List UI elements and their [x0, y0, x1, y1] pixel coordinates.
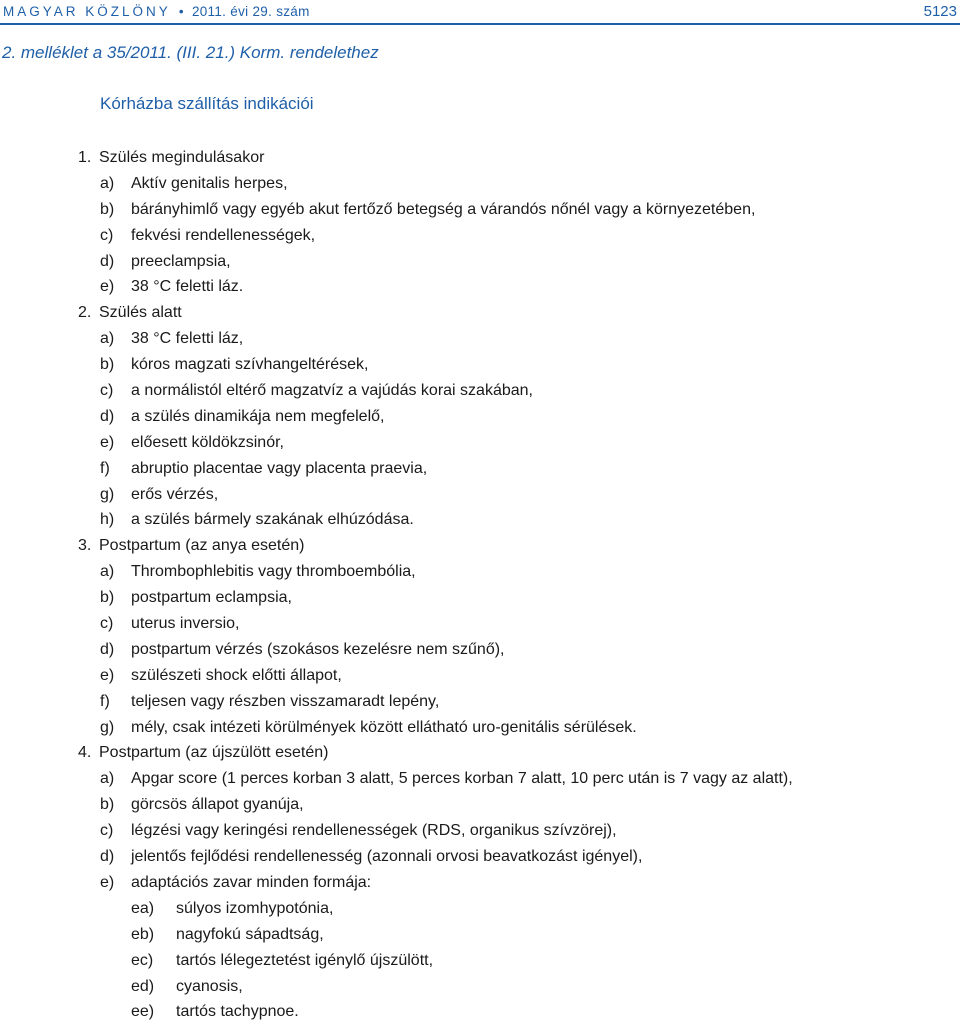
issue-label: 2011. évi 29. szám: [191, 3, 310, 19]
section-number: 4.: [78, 744, 92, 762]
item-text: Aktív genitalis herpes,: [131, 174, 288, 192]
item-marker: d): [100, 848, 115, 866]
annex-title: 2. melléklet a 35/2011. (III. 21.) Korm. rendelethez: [2, 43, 379, 62]
subitem-text: súlyos izomhypotónia,: [176, 899, 334, 917]
item-text: uterus inversio,: [131, 615, 240, 633]
section-heading: [0, 740, 960, 766]
item-marker: d): [100, 407, 115, 425]
section-heading-text: Szülés megindulásakor: [99, 149, 265, 166]
list-item: [0, 274, 960, 300]
list-item: [0, 456, 960, 482]
item-text: a normálistól eltérő magzatvíz a vajúdás korai szakában,: [131, 382, 533, 400]
list-item: [0, 585, 960, 611]
subitem-marker: ee): [131, 1003, 155, 1021]
list-item: [0, 818, 960, 844]
list-item: [0, 637, 960, 663]
sub-list-item: [0, 974, 960, 1000]
item-text: preeclampsia,: [131, 252, 231, 270]
item-marker: a): [100, 563, 115, 581]
list-item: [0, 430, 960, 456]
item-marker: b): [100, 356, 115, 374]
section-heading: [0, 145, 960, 171]
item-marker: e): [100, 873, 115, 891]
item-text: 38 °C feletti láz.: [131, 278, 244, 296]
item-text: fekvési rendellenességek,: [131, 226, 316, 244]
section-heading-text: Szülés alatt: [99, 304, 182, 322]
item-text: abruptio placentae vagy placenta praevia,: [131, 459, 428, 477]
subitem-text: nagyfokú sápadtság,: [176, 925, 324, 943]
list-item: [0, 611, 960, 637]
sub-list-item: [0, 948, 960, 974]
sub-list-item: [0, 896, 960, 922]
item-text: Thrombophlebitis vagy thromboembólia,: [131, 563, 416, 581]
item-text: kóros magzati szívhangeltérések,: [131, 356, 369, 374]
item-text: szülészeti shock előtti állapot,: [131, 666, 342, 684]
item-marker: a): [100, 770, 115, 788]
item-text: előesett köldökzsinór,: [131, 433, 284, 451]
subitem-marker: ed): [131, 977, 155, 995]
item-text: erős vérzés,: [131, 485, 219, 503]
item-text: teljesen vagy részben visszamaradt lepény,: [131, 692, 440, 710]
item-text: légzési vagy keringési rendellenességek (RDS, organikus szívzörej),: [131, 822, 617, 840]
list-item: [0, 352, 960, 378]
item-marker: a): [100, 174, 115, 192]
item-text: görcsös állapot gyanúja,: [131, 796, 304, 814]
item-marker: d): [100, 640, 115, 658]
section-heading: [0, 300, 960, 326]
item-marker: d): [100, 252, 115, 270]
item-marker: e): [100, 666, 115, 684]
section-heading-text: Postpartum (az anya esetén): [99, 537, 305, 555]
list-item: [0, 766, 960, 792]
item-text: bárányhimlő vagy egyéb akut fertőző betegség a várandós nőnél vagy a környezetében,: [131, 200, 756, 218]
item-text: a szülés dinamikája nem megfelelő,: [131, 407, 385, 425]
item-text: a szülés bármely szakának elhúzódása.: [131, 511, 414, 529]
item-marker: f): [100, 459, 110, 477]
list-item: [0, 507, 960, 533]
list-item: [0, 223, 960, 249]
list-item: [0, 249, 960, 275]
item-text: postpartum eclampsia,: [131, 589, 292, 607]
section-number: 1.: [78, 149, 92, 166]
item-marker: b): [100, 796, 115, 814]
item-marker: a): [100, 330, 115, 348]
header-rule: [0, 23, 960, 25]
item-marker: h): [100, 511, 115, 529]
sub-list-item: [0, 922, 960, 948]
item-text: jelentős fejlődési rendellenesség (azonnali orvosi beavatkozást igényel),: [131, 848, 643, 866]
list-item: [0, 378, 960, 404]
subitem-marker: ec): [131, 951, 154, 969]
item-marker: b): [100, 589, 115, 607]
section-number: 2.: [78, 304, 92, 322]
item-marker: c): [100, 226, 114, 244]
item-text: postpartum vérzés (szokásos kezelésre nem szűnő),: [131, 640, 505, 658]
subitem-marker: eb): [131, 925, 155, 943]
item-marker: e): [100, 278, 115, 296]
list-item: [0, 559, 960, 585]
running-head: [0, 0, 960, 22]
item-marker: g): [100, 485, 115, 503]
item-marker: e): [100, 433, 115, 451]
item-marker: g): [100, 718, 115, 736]
list-item: [0, 792, 960, 818]
list-item: [0, 326, 960, 352]
running-head-left: [3, 4, 314, 19]
header-bullet: •: [178, 3, 184, 19]
item-marker: f): [100, 692, 110, 710]
item-marker: c): [100, 382, 114, 400]
item-marker: b): [100, 200, 115, 218]
list-item: [0, 404, 960, 430]
subitem-text: cyanosis,: [176, 977, 243, 995]
item-marker: c): [100, 615, 114, 633]
list-item: [0, 197, 960, 223]
section-heading-text: Postpartum (az újszülött esetén): [99, 744, 329, 762]
publication-name: MAGYAR KÖZLÖNY: [3, 3, 171, 19]
item-text: mély, csak intézeti körülmények között ellátható uro-genitális sérülések.: [131, 718, 637, 736]
item-text: adaptációs zavar minden formája:: [131, 873, 372, 891]
page-number: 5123: [923, 2, 957, 20]
list-item: [0, 715, 960, 741]
subitem-marker: ea): [131, 899, 155, 917]
list-item: [0, 870, 960, 896]
list-item: [0, 171, 960, 197]
subitem-text: tartós tachypnoe.: [176, 1003, 299, 1021]
item-text: Apgar score (1 perces korban 3 alatt, 5 perces korban 7 alatt, 10 perc után is 7 vagy az alatt),: [131, 770, 793, 788]
section-title: Kórházba szállítás indikációi: [100, 94, 314, 113]
list-item: [0, 663, 960, 689]
sub-list-item: [0, 999, 960, 1025]
list-item: [0, 482, 960, 508]
item-text: 38 °C feletti láz,: [131, 330, 244, 348]
section-number: 3.: [78, 537, 92, 555]
list-item: [0, 844, 960, 870]
subitem-text: tartós lélegeztetést igénylő újszülött,: [176, 951, 434, 969]
list-item: [0, 689, 960, 715]
indication-list: [0, 145, 960, 1025]
section-heading: [0, 533, 960, 559]
item-marker: c): [100, 822, 114, 840]
